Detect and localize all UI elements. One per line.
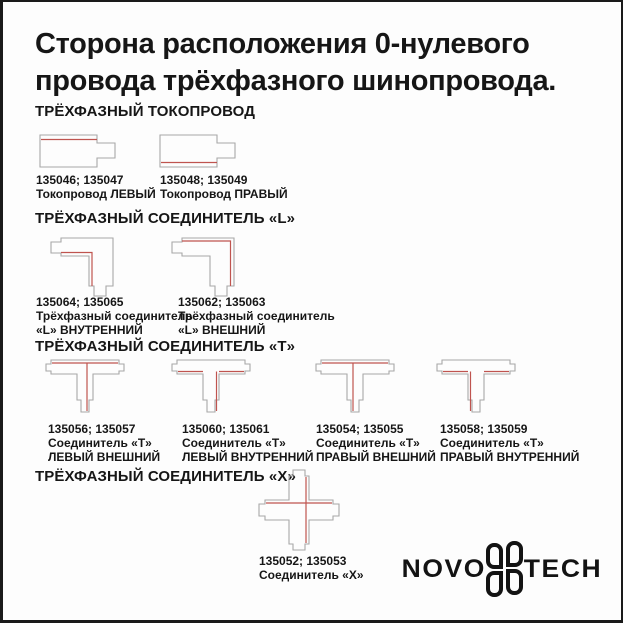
- item-label: Соединитель «Т»: [316, 436, 420, 450]
- item-label: Соединитель «Т»: [48, 436, 152, 450]
- item-caption: [36, 174, 156, 202]
- item-label: Трёхфазный соединитель: [178, 309, 335, 323]
- item-caption: [48, 423, 160, 465]
- item-code: 135064; 135065: [36, 295, 124, 309]
- page-title-line1: Сторона расположения 0-нулевого: [35, 28, 530, 60]
- item-code: 135054; 135055: [316, 422, 404, 436]
- page-title-line2: провода трёхфазного шинопровода.: [35, 65, 557, 97]
- item-code: 135046; 135047: [36, 173, 124, 187]
- item-code: 135056; 135057: [48, 422, 136, 436]
- item-label: ЛЕВЫЙ ВНЕШНИЙ: [48, 450, 161, 464]
- connector-body-outline: [172, 360, 250, 412]
- item-label: ПРАВЫЙ ВНУТРЕННИЙ: [440, 450, 580, 464]
- item-label: Соединитель «Х»: [259, 568, 364, 582]
- item-code: 135060; 135061: [182, 422, 270, 436]
- t-connector-right-inner-schematic: [436, 356, 516, 418]
- item-caption: [160, 174, 288, 202]
- item-label: Трёхфазный соединитель: [36, 309, 193, 323]
- connector-body-outline: [316, 360, 394, 412]
- item-code: 135058; 135059: [440, 422, 528, 436]
- item-caption: [182, 423, 314, 465]
- logo-text-tech: TECH: [523, 554, 602, 583]
- l-connector-inner-schematic: [49, 236, 134, 298]
- connector-body-outline: [437, 360, 515, 412]
- item-caption: [440, 423, 579, 465]
- page-title: [35, 26, 610, 100]
- neutral-wire-line: [61, 253, 92, 287]
- item-caption: [178, 296, 335, 338]
- logo-petal-top-left: [486, 543, 503, 569]
- connector-body-outline: [172, 238, 234, 296]
- connector-body-outline: [46, 360, 124, 412]
- track-feed-right-schematic: [159, 133, 237, 169]
- item-label: Токопровод ЛЕВЫЙ: [36, 187, 156, 201]
- logo-petal-bottom-left: [486, 571, 503, 597]
- item-label: Токопровод ПРАВЫЙ: [160, 187, 288, 201]
- item-label: Соединитель «Т»: [440, 436, 544, 450]
- track-feed-left-schematic: [39, 133, 117, 169]
- item-code: 135052; 135053: [259, 554, 347, 568]
- item-label: ЛЕВЫЙ ВНУТРЕННИЙ: [182, 450, 314, 464]
- neutral-wire-line: [182, 241, 231, 286]
- item-caption: [259, 555, 364, 583]
- item-caption: [316, 423, 436, 465]
- connector-body-outline: [259, 470, 339, 550]
- item-label: Соединитель «Т»: [182, 436, 286, 450]
- t-connector-left-inner-schematic: [171, 356, 251, 418]
- item-caption: [36, 296, 193, 338]
- connector-body-outline: [51, 238, 113, 296]
- section-header-t-connector: ТРЁХФАЗНЫЙ СОЕДИНИТЕЛЬ «Т»: [35, 338, 296, 355]
- item-label: «L» ВНЕШНИЙ: [178, 323, 266, 337]
- logo-petal-top-right: [506, 541, 523, 567]
- section-header-x-connector: ТРЁХФАЗНЫЙ СОЕДИНИТЕЛЬ «Х»: [35, 468, 296, 485]
- x-connector-schematic: [257, 468, 341, 552]
- t-connector-left-outer-schematic: [45, 356, 125, 418]
- logo-pinwheel-icon: [485, 541, 525, 597]
- t-connector-right-outer-schematic: [315, 356, 395, 418]
- novotech-logo: [401, 540, 609, 598]
- l-connector-outer-schematic: [170, 236, 255, 298]
- section-header-l-connector: ТРЁХФАЗНЫЙ СОЕДИНИТЕЛЬ «L»: [35, 210, 296, 227]
- item-label: ПРАВЫЙ ВНЕШНИЙ: [316, 450, 436, 464]
- section-header-tokoprovod: ТРЁХФАЗНЫЙ ТОКОПРОВОД: [35, 103, 256, 120]
- logo-petal-bottom-right: [506, 569, 523, 595]
- item-code: 135062; 135063: [178, 295, 266, 309]
- item-code: 135048; 135049: [160, 173, 248, 187]
- item-label: «L» ВНУТРЕННИЙ: [36, 323, 143, 337]
- logo-text-novo: NOVO: [401, 554, 487, 583]
